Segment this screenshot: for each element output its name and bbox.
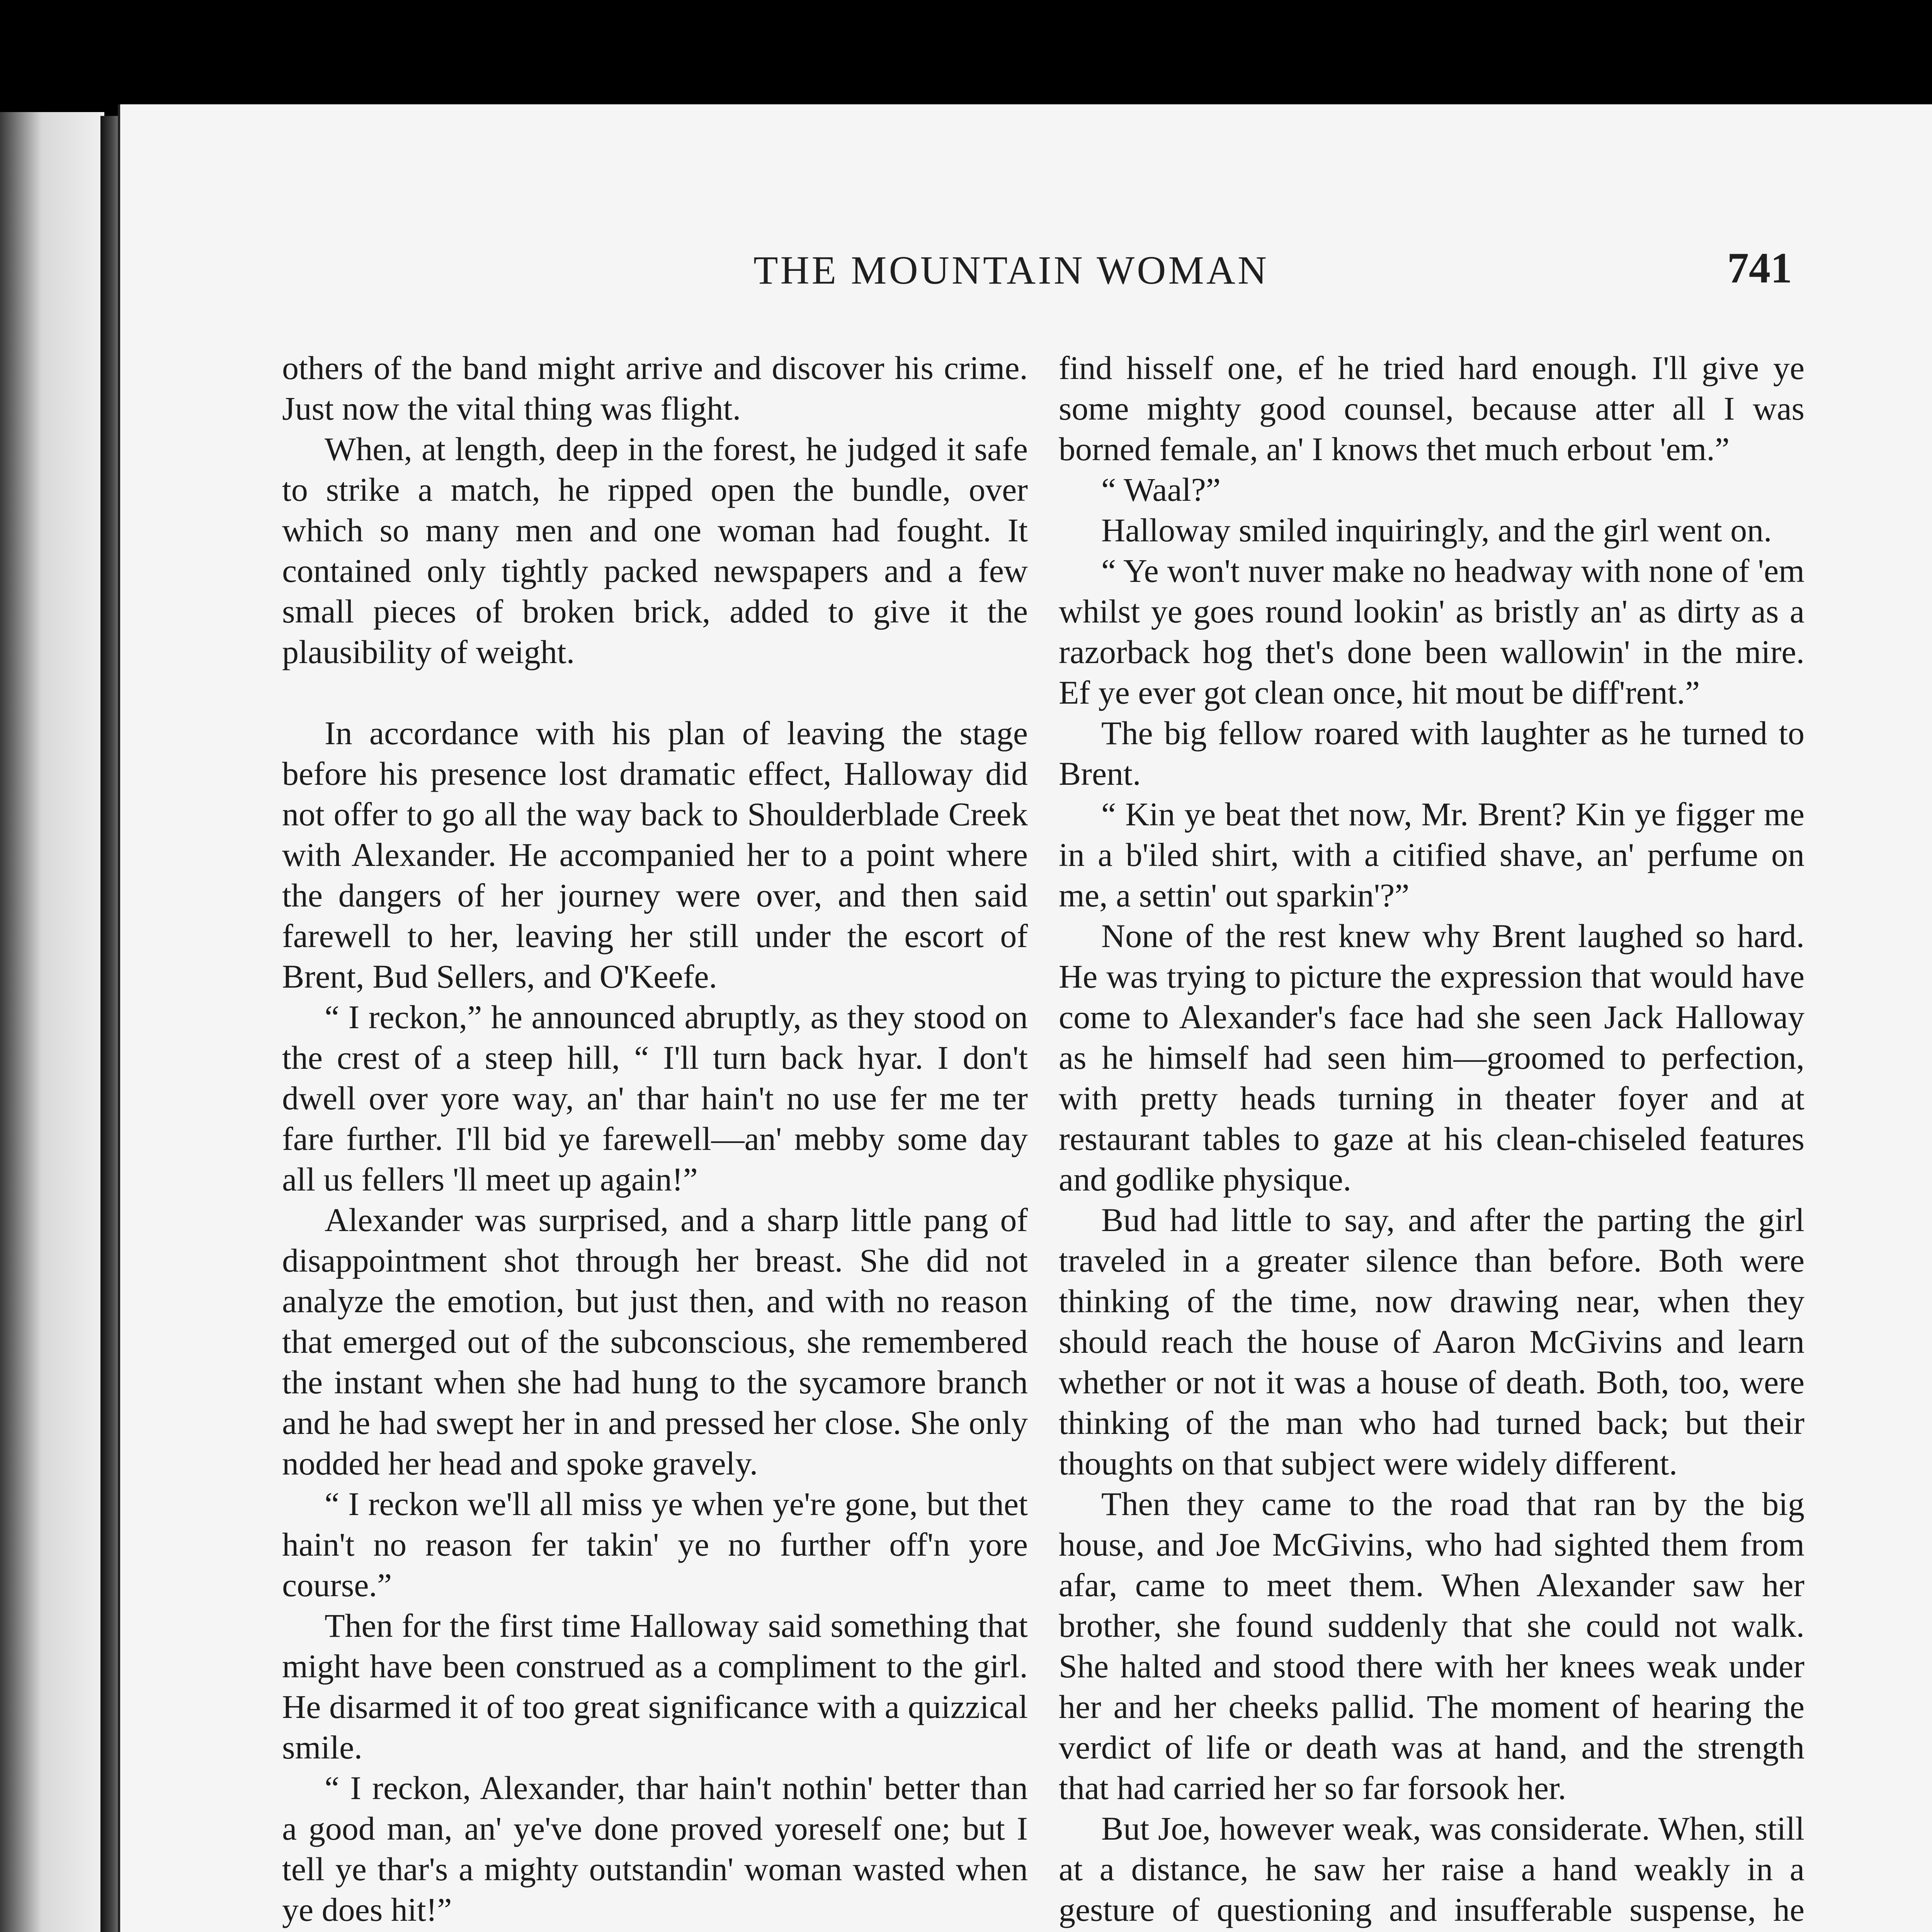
paragraph: “ Ye won't nuver make no headway with none of 'em whilst ye goes round lookin' as bristly an' as dirty as a razorback hog thet's done been wallowin' in the mire. Ef ye ever got clean once, hit mout be diff'rent.” bbox=[1059, 552, 1804, 711]
paragraph: Alexander was surprised, and a sharp little pang of disappointment shot through her breast. She did not analyze the emotion, but just then, and with no reason that emerged out of the subconscious, she remembered the instant when she had hung to the sycamore branch and he had swept her in and pressed her close. She only nodded her head and spoke gravely. bbox=[282, 1201, 1028, 1482]
page-gutter bbox=[100, 116, 120, 1932]
page-number: 741 bbox=[1727, 244, 1792, 292]
paragraph: “ I reckon, Alexander, thar hain't nothin' better than a good man, an' ye've done proved yoreself one; but I tell ye thar's a mighty outstandin' woman wasted when ye does hit!” bbox=[282, 1769, 1028, 1928]
paragraph: None of the rest knew why Brent laughed so hard. He was trying to picture the expression that would have come to Alexander's face had she seen Jack Halloway as he himself had seen him—groomed to perfection, with pretty heads turning in theater foyer and at restaurant tables to gaze at his clean-chiseled features and godlike physique. bbox=[1059, 917, 1804, 1198]
paragraph: In accordance with his plan of leaving the stage before his presence lost dramatic effect, Halloway did not offer to go all the way back to Shoulderblade Creek with Alexander. He accompanied her to a point where the dangers of her journey were over, and then said farewell to her, leaving her still under the escort of Brent, Bud Sellers, and O'Keefe. bbox=[282, 714, 1028, 995]
paragraph: find hisself one, ef he tried hard enough. I'll give ye some mighty good counsel, because atter all I was borned female, an' I knows thet much erbout 'em.” bbox=[1059, 349, 1804, 468]
paragraph: Then for the first time Halloway said something that might have been construed as a compliment to the girl. He disarmed it of too great significance with a quizzical smile. bbox=[282, 1607, 1028, 1766]
paragraph: Bud had little to say, and after the parting the girl traveled in a greater silence than before. Both were thinking of the time, now drawing near, when they should reach the house of Aaron McGivins and learn whether or not it was a house of death. Both, too, were thinking of the man who had turned back; but their thoughts on that subject were widely different. bbox=[1059, 1201, 1804, 1482]
paragraph: The big fellow roared with laughter as he turned to Brent. bbox=[1059, 714, 1804, 792]
paragraph: others of the band might arrive and discover his crime. Just now the vital thing was flight. bbox=[282, 349, 1028, 427]
paragraph: “ I reckon we'll all miss ye when ye're gone, but thet hain't no reason fer takin' ye no further off'n yore course.” bbox=[282, 1485, 1028, 1604]
paragraph: But Joe, however weak, was considerate. When, still at a distance, he saw her raise a hand weakly in a gesture of questioning and insufferable suspense, he bbox=[1059, 1810, 1804, 1928]
paragraph: “ I reckon,” he announced abruptly, as they stood on the crest of a steep hill, “ I'll turn back hyar. I don't dwell over yore way, an' thar hain't no use fer me ter fare further. I'll bid ye farewell—an' mebby some day all us fellers 'll meet up again!” bbox=[282, 998, 1028, 1198]
right-text-column bbox=[1059, 348, 1804, 1932]
paragraph bbox=[282, 1930, 1028, 1932]
running-head-title: THE MOUNTAIN WOMAN bbox=[753, 248, 1269, 293]
paragraph: When, at length, deep in the forest, he judged it safe to strike a match, he ripped open the bundle, over which so many men and one woman had fought. It contained only tightly packed newspapers and a few small pieces of broken brick, added to give it the plausibility of weight. bbox=[282, 430, 1028, 670]
previous-page-edge bbox=[0, 112, 104, 1932]
paragraph: Then they came to the road that ran by the big house, and Joe McGivins, who had sighted them from afar, came to meet them. When Alexander saw her brother, she found suddenly that she could not walk. She halted and stood there with her knees weak under her and her cheeks pallid. The moment of hearing the verdict of life or death was at hand, and the strength that had carried her so far forsook her. bbox=[1059, 1485, 1804, 1806]
paragraph: “ Kin ye beat thet now, Mr. Brent? Kin ye figger me in a b'iled shirt, with a citified shave, an' perfume on me, a settin' out sparkin'?” bbox=[1059, 796, 1804, 914]
paragraph: Halloway smiled inquiringly, and the girl went on. bbox=[1101, 512, 1772, 549]
paragraph: “ Waal?” bbox=[1101, 471, 1221, 508]
left-text-column bbox=[282, 348, 1028, 1932]
